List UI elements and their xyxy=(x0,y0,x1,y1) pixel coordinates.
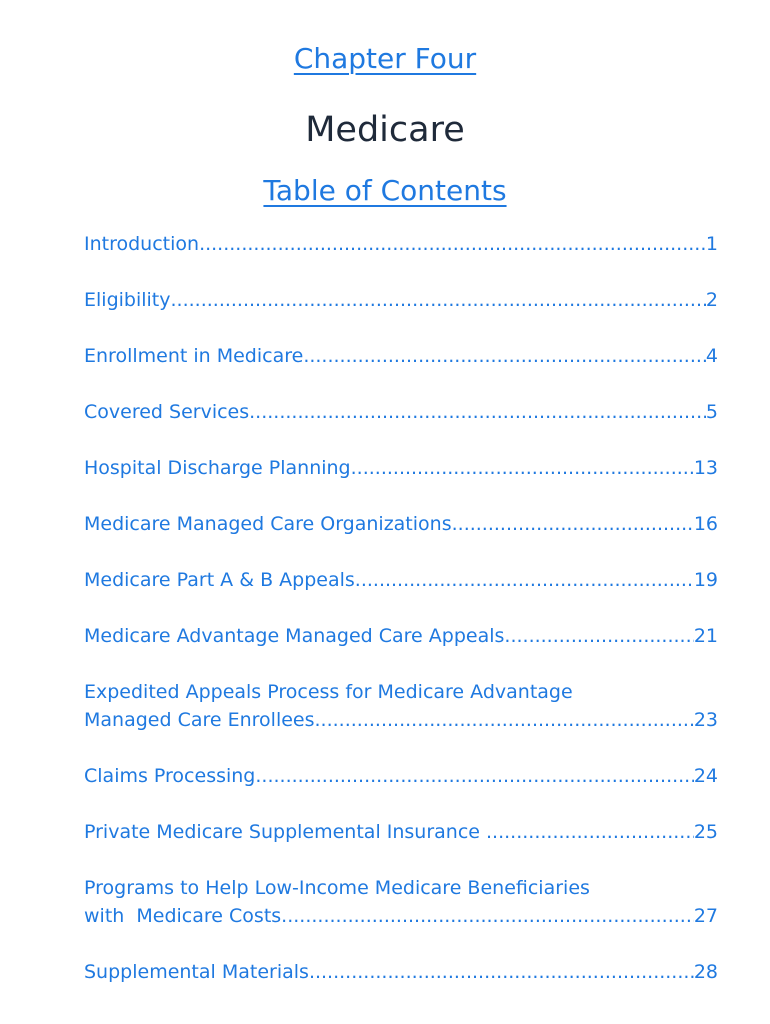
toc-entry-page: 13 xyxy=(693,457,718,479)
dot-leader xyxy=(351,454,694,482)
toc-entry-introduction[interactable] xyxy=(84,230,718,258)
toc-entry-expedited-appeals[interactable] xyxy=(84,678,718,734)
toc-entry-managed-care-organizations[interactable] xyxy=(84,510,718,538)
toc-entry-page: 4 xyxy=(705,345,718,367)
toc-entry-low-income-programs[interactable] xyxy=(84,874,718,930)
toc-entry-supplemental-insurance[interactable] xyxy=(84,818,718,846)
toc-entry-page: 19 xyxy=(693,569,718,591)
toc-entry-label: Enrollment in Medicare xyxy=(84,345,304,367)
toc-entry-page: 2 xyxy=(705,289,718,311)
toc-entry-claims-processing[interactable] xyxy=(84,762,718,790)
toc-entry-label: Eligibility xyxy=(84,289,171,311)
toc-entry-label-line1: Expedited Appeals Process for Medicare Advantage xyxy=(84,681,573,703)
toc-entry-label: Introduction xyxy=(84,233,200,255)
toc-entry-label: Medicare Advantage Managed Care Appeals xyxy=(84,625,505,647)
toc-entry-label: with Medicare Costs xyxy=(84,905,282,927)
dot-leader xyxy=(199,230,706,258)
toc-entry-page: 27 xyxy=(693,905,718,927)
dot-leader xyxy=(255,762,693,790)
toc-entry-enrollment[interactable] xyxy=(84,342,718,370)
toc-entry-label: Medicare Part A & B Appeals xyxy=(84,569,355,591)
toc-entry-page: 1 xyxy=(705,233,718,255)
toc-entry-covered-services[interactable] xyxy=(84,398,718,426)
toc-entry-eligibility[interactable] xyxy=(84,286,718,314)
toc-entry-label-line1: Programs to Help Low-Income Medicare Beneficiaries xyxy=(84,877,590,899)
dot-leader xyxy=(281,902,694,930)
toc-entry-label: Supplemental Materials xyxy=(84,961,309,983)
toc-entry-label: Claims Processing xyxy=(84,765,256,787)
toc-entry-page: 5 xyxy=(705,401,718,423)
toc-entry-page: 23 xyxy=(693,709,718,731)
dot-leader xyxy=(452,510,694,538)
toc-entry-label: Managed Care Enrollees xyxy=(84,709,315,731)
dot-leader xyxy=(504,622,693,650)
dot-leader xyxy=(171,286,706,314)
toc-heading-link[interactable]: Table of Contents xyxy=(263,174,507,207)
toc-entry-advantage-appeals[interactable] xyxy=(84,622,718,650)
toc-entry-label: Medicare Managed Care Organizations xyxy=(84,513,452,535)
toc-entry-supplemental-materials[interactable] xyxy=(84,958,718,986)
dot-leader xyxy=(303,342,706,370)
toc-entry-page: 28 xyxy=(693,961,718,983)
toc-entry-label: Hospital Discharge Planning xyxy=(84,457,351,479)
toc-entry-page: 16 xyxy=(693,513,718,535)
page-title: Medicare xyxy=(305,110,465,150)
toc-entry-page: 24 xyxy=(693,765,718,787)
toc-entry-page: 21 xyxy=(693,625,718,647)
chapter-heading-link[interactable]: Chapter Four xyxy=(293,42,477,75)
toc-entry-label: Private Medicare Supplemental Insurance xyxy=(84,821,487,843)
dot-leader xyxy=(355,566,694,594)
dot-leader xyxy=(315,706,694,734)
toc-entry-part-a-b-appeals[interactable] xyxy=(84,566,718,594)
toc-entry-page: 25 xyxy=(693,821,718,843)
dot-leader xyxy=(249,398,706,426)
dot-leader xyxy=(486,818,694,846)
dot-leader xyxy=(309,958,694,986)
toc-entry-label: Covered Services xyxy=(84,401,250,423)
toc-entry-hospital-discharge-planning[interactable] xyxy=(84,454,718,482)
